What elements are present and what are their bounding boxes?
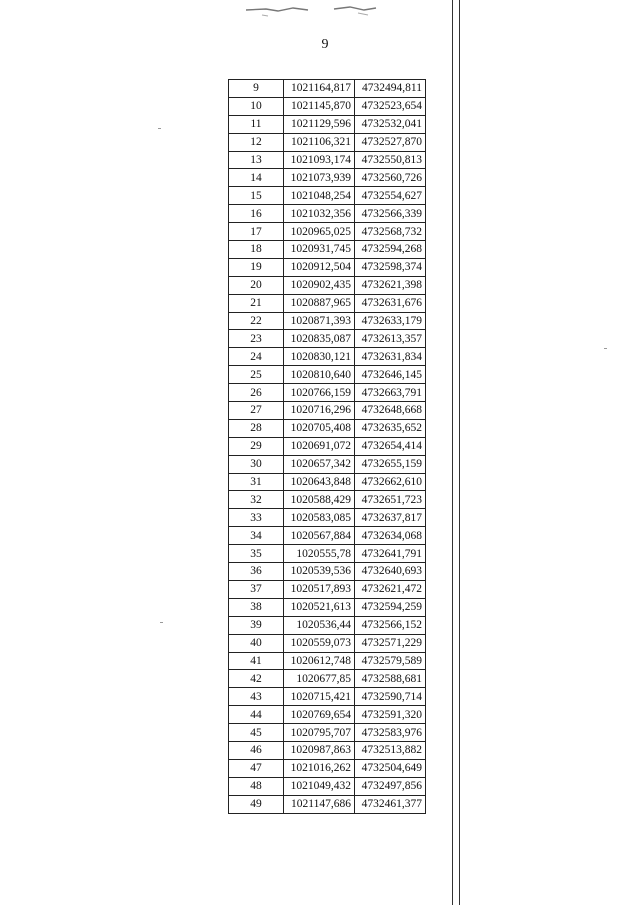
table-row bbox=[229, 276, 426, 294]
x-coordinate-cell: 1020716,296 bbox=[284, 402, 355, 420]
x-coordinate-cell: 1020705,408 bbox=[284, 419, 355, 437]
x-coordinate-cell: 1020810,640 bbox=[284, 366, 355, 384]
point-number-cell: 42 bbox=[229, 670, 284, 688]
y-coordinate-cell: 4732646,145 bbox=[355, 366, 426, 384]
y-coordinate-cell: 4732648,668 bbox=[355, 402, 426, 420]
y-coordinate-cell: 4732637,817 bbox=[355, 509, 426, 527]
point-number-cell: 30 bbox=[229, 455, 284, 473]
y-coordinate-cell: 4732640,693 bbox=[355, 563, 426, 581]
x-coordinate-cell: 1021073,939 bbox=[284, 169, 355, 187]
point-number-cell: 12 bbox=[229, 133, 284, 151]
table-row bbox=[229, 580, 426, 598]
scan-speck bbox=[158, 128, 161, 129]
point-number-cell: 32 bbox=[229, 491, 284, 509]
x-coordinate-cell: 1020795,707 bbox=[284, 724, 355, 742]
y-coordinate-cell: 4732583,976 bbox=[355, 724, 426, 742]
y-coordinate-cell: 4732566,339 bbox=[355, 205, 426, 223]
point-number-cell: 18 bbox=[229, 241, 284, 259]
table-row bbox=[229, 312, 426, 330]
y-coordinate-cell: 4732633,179 bbox=[355, 312, 426, 330]
coordinates-table-body bbox=[229, 80, 426, 814]
x-coordinate-cell: 1020517,893 bbox=[284, 580, 355, 598]
x-coordinate-cell: 1020612,748 bbox=[284, 652, 355, 670]
table-row bbox=[229, 598, 426, 616]
point-number-cell: 29 bbox=[229, 437, 284, 455]
x-coordinate-cell: 1020521,613 bbox=[284, 598, 355, 616]
point-number-cell: 15 bbox=[229, 187, 284, 205]
x-coordinate-cell: 1020657,342 bbox=[284, 455, 355, 473]
table-row bbox=[229, 294, 426, 312]
point-number-cell: 37 bbox=[229, 580, 284, 598]
scan-noise-mark bbox=[238, 4, 388, 18]
table-row bbox=[229, 330, 426, 348]
x-coordinate-cell: 1020766,159 bbox=[284, 384, 355, 402]
y-coordinate-cell: 4732497,856 bbox=[355, 777, 426, 795]
table-row bbox=[229, 455, 426, 473]
x-coordinate-cell: 1020691,072 bbox=[284, 437, 355, 455]
table-row bbox=[229, 670, 426, 688]
x-coordinate-cell: 1020965,025 bbox=[284, 223, 355, 241]
table-row bbox=[229, 634, 426, 652]
y-coordinate-cell: 4732635,652 bbox=[355, 419, 426, 437]
y-coordinate-cell: 4732631,834 bbox=[355, 348, 426, 366]
x-coordinate-cell: 1021106,321 bbox=[284, 133, 355, 151]
scan-speck bbox=[160, 622, 163, 623]
point-number-cell: 10 bbox=[229, 97, 284, 115]
point-number-cell: 43 bbox=[229, 688, 284, 706]
y-coordinate-cell: 4732513,882 bbox=[355, 741, 426, 759]
x-coordinate-cell: 1021016,262 bbox=[284, 759, 355, 777]
x-coordinate-cell: 1020559,073 bbox=[284, 634, 355, 652]
table-row bbox=[229, 205, 426, 223]
point-number-cell: 34 bbox=[229, 527, 284, 545]
y-coordinate-cell: 4732598,374 bbox=[355, 258, 426, 276]
y-coordinate-cell: 4732527,870 bbox=[355, 133, 426, 151]
point-number-cell: 23 bbox=[229, 330, 284, 348]
y-coordinate-cell: 4732532,041 bbox=[355, 115, 426, 133]
table-row bbox=[229, 652, 426, 670]
y-coordinate-cell: 4732554,627 bbox=[355, 187, 426, 205]
point-number-cell: 11 bbox=[229, 115, 284, 133]
point-number-cell: 39 bbox=[229, 616, 284, 634]
point-number-cell: 16 bbox=[229, 205, 284, 223]
table-row bbox=[229, 759, 426, 777]
point-number-cell: 17 bbox=[229, 223, 284, 241]
table-row bbox=[229, 473, 426, 491]
x-coordinate-cell: 1020835,087 bbox=[284, 330, 355, 348]
table-row bbox=[229, 419, 426, 437]
y-coordinate-cell: 4732504,649 bbox=[355, 759, 426, 777]
x-coordinate-cell: 1020555,78 bbox=[284, 545, 355, 563]
y-coordinate-cell: 4732523,654 bbox=[355, 97, 426, 115]
y-coordinate-cell: 4732594,259 bbox=[355, 598, 426, 616]
y-coordinate-cell: 4732590,714 bbox=[355, 688, 426, 706]
y-coordinate-cell: 4732651,723 bbox=[355, 491, 426, 509]
point-number-cell: 22 bbox=[229, 312, 284, 330]
point-number-cell: 38 bbox=[229, 598, 284, 616]
table-row bbox=[229, 384, 426, 402]
point-number-cell: 46 bbox=[229, 741, 284, 759]
y-coordinate-cell: 4732550,813 bbox=[355, 151, 426, 169]
table-row bbox=[229, 545, 426, 563]
scan-speck bbox=[604, 348, 607, 349]
table-row bbox=[229, 223, 426, 241]
x-coordinate-cell: 1021129,596 bbox=[284, 115, 355, 133]
y-coordinate-cell: 4732641,791 bbox=[355, 545, 426, 563]
y-coordinate-cell: 4732566,152 bbox=[355, 616, 426, 634]
table-row bbox=[229, 151, 426, 169]
y-coordinate-cell: 4732560,726 bbox=[355, 169, 426, 187]
x-coordinate-cell: 1020583,085 bbox=[284, 509, 355, 527]
table-row bbox=[229, 97, 426, 115]
x-coordinate-cell: 1021145,870 bbox=[284, 97, 355, 115]
x-coordinate-cell: 1020536,44 bbox=[284, 616, 355, 634]
table-row bbox=[229, 80, 426, 98]
y-coordinate-cell: 4732568,732 bbox=[355, 223, 426, 241]
x-coordinate-cell: 1020769,654 bbox=[284, 706, 355, 724]
x-coordinate-cell: 1020567,884 bbox=[284, 527, 355, 545]
y-coordinate-cell: 4732634,068 bbox=[355, 527, 426, 545]
x-coordinate-cell: 1020931,745 bbox=[284, 241, 355, 259]
y-coordinate-cell: 4732613,357 bbox=[355, 330, 426, 348]
coordinates-table bbox=[228, 79, 426, 814]
table-row bbox=[229, 115, 426, 133]
point-number-cell: 31 bbox=[229, 473, 284, 491]
point-number-cell: 21 bbox=[229, 294, 284, 312]
y-coordinate-cell: 4732588,681 bbox=[355, 670, 426, 688]
point-number-cell: 48 bbox=[229, 777, 284, 795]
page-number: 9 bbox=[321, 37, 329, 52]
x-coordinate-cell: 1020588,429 bbox=[284, 491, 355, 509]
table-row bbox=[229, 258, 426, 276]
point-number-cell: 36 bbox=[229, 563, 284, 581]
table-row bbox=[229, 688, 426, 706]
x-coordinate-cell: 1020643,848 bbox=[284, 473, 355, 491]
x-coordinate-cell: 1021048,254 bbox=[284, 187, 355, 205]
y-coordinate-cell: 4732579,589 bbox=[355, 652, 426, 670]
x-coordinate-cell: 1020715,421 bbox=[284, 688, 355, 706]
y-coordinate-cell: 4732631,676 bbox=[355, 294, 426, 312]
table-row bbox=[229, 509, 426, 527]
point-number-cell: 47 bbox=[229, 759, 284, 777]
point-number-cell: 49 bbox=[229, 795, 284, 813]
y-coordinate-cell: 4732591,320 bbox=[355, 706, 426, 724]
x-coordinate-cell: 1020887,965 bbox=[284, 294, 355, 312]
table-row bbox=[229, 437, 426, 455]
table-row bbox=[229, 366, 426, 384]
point-number-cell: 14 bbox=[229, 169, 284, 187]
table-row bbox=[229, 724, 426, 742]
x-coordinate-cell: 1020677,85 bbox=[284, 670, 355, 688]
table-row bbox=[229, 563, 426, 581]
table-row bbox=[229, 527, 426, 545]
y-coordinate-cell: 4732621,472 bbox=[355, 580, 426, 598]
x-coordinate-cell: 1021032,356 bbox=[284, 205, 355, 223]
point-number-cell: 25 bbox=[229, 366, 284, 384]
point-number-cell: 44 bbox=[229, 706, 284, 724]
point-number-cell: 33 bbox=[229, 509, 284, 527]
point-number-cell: 13 bbox=[229, 151, 284, 169]
table-row bbox=[229, 616, 426, 634]
table-row bbox=[229, 402, 426, 420]
table-row bbox=[229, 795, 426, 813]
point-number-cell: 20 bbox=[229, 276, 284, 294]
table-row bbox=[229, 241, 426, 259]
vertical-rule-right bbox=[459, 0, 460, 905]
x-coordinate-cell: 1020902,435 bbox=[284, 276, 355, 294]
x-coordinate-cell: 1020912,504 bbox=[284, 258, 355, 276]
point-number-cell: 35 bbox=[229, 545, 284, 563]
table-row bbox=[229, 348, 426, 366]
point-number-cell: 19 bbox=[229, 258, 284, 276]
point-number-cell: 24 bbox=[229, 348, 284, 366]
y-coordinate-cell: 4732461,377 bbox=[355, 795, 426, 813]
x-coordinate-cell: 1021164,817 bbox=[284, 80, 355, 98]
table-row bbox=[229, 491, 426, 509]
point-number-cell: 26 bbox=[229, 384, 284, 402]
y-coordinate-cell: 4732494,811 bbox=[355, 80, 426, 98]
point-number-cell: 9 bbox=[229, 80, 284, 98]
y-coordinate-cell: 4732621,398 bbox=[355, 276, 426, 294]
x-coordinate-cell: 1021049,432 bbox=[284, 777, 355, 795]
y-coordinate-cell: 4732594,268 bbox=[355, 241, 426, 259]
point-number-cell: 28 bbox=[229, 419, 284, 437]
table-row bbox=[229, 706, 426, 724]
point-number-cell: 27 bbox=[229, 402, 284, 420]
y-coordinate-cell: 4732571,229 bbox=[355, 634, 426, 652]
table-row bbox=[229, 133, 426, 151]
point-number-cell: 45 bbox=[229, 724, 284, 742]
x-coordinate-cell: 1020871,393 bbox=[284, 312, 355, 330]
x-coordinate-cell: 1020987,863 bbox=[284, 741, 355, 759]
table-row bbox=[229, 777, 426, 795]
y-coordinate-cell: 4732663,791 bbox=[355, 384, 426, 402]
x-coordinate-cell: 1021147,686 bbox=[284, 795, 355, 813]
point-number-cell: 41 bbox=[229, 652, 284, 670]
y-coordinate-cell: 4732655,159 bbox=[355, 455, 426, 473]
x-coordinate-cell: 1020539,536 bbox=[284, 563, 355, 581]
vertical-rule-left bbox=[452, 0, 453, 905]
x-coordinate-cell: 1021093,174 bbox=[284, 151, 355, 169]
x-coordinate-cell: 1020830,121 bbox=[284, 348, 355, 366]
table-row bbox=[229, 187, 426, 205]
y-coordinate-cell: 4732654,414 bbox=[355, 437, 426, 455]
table-row bbox=[229, 741, 426, 759]
table-row bbox=[229, 169, 426, 187]
point-number-cell: 40 bbox=[229, 634, 284, 652]
y-coordinate-cell: 4732662,610 bbox=[355, 473, 426, 491]
